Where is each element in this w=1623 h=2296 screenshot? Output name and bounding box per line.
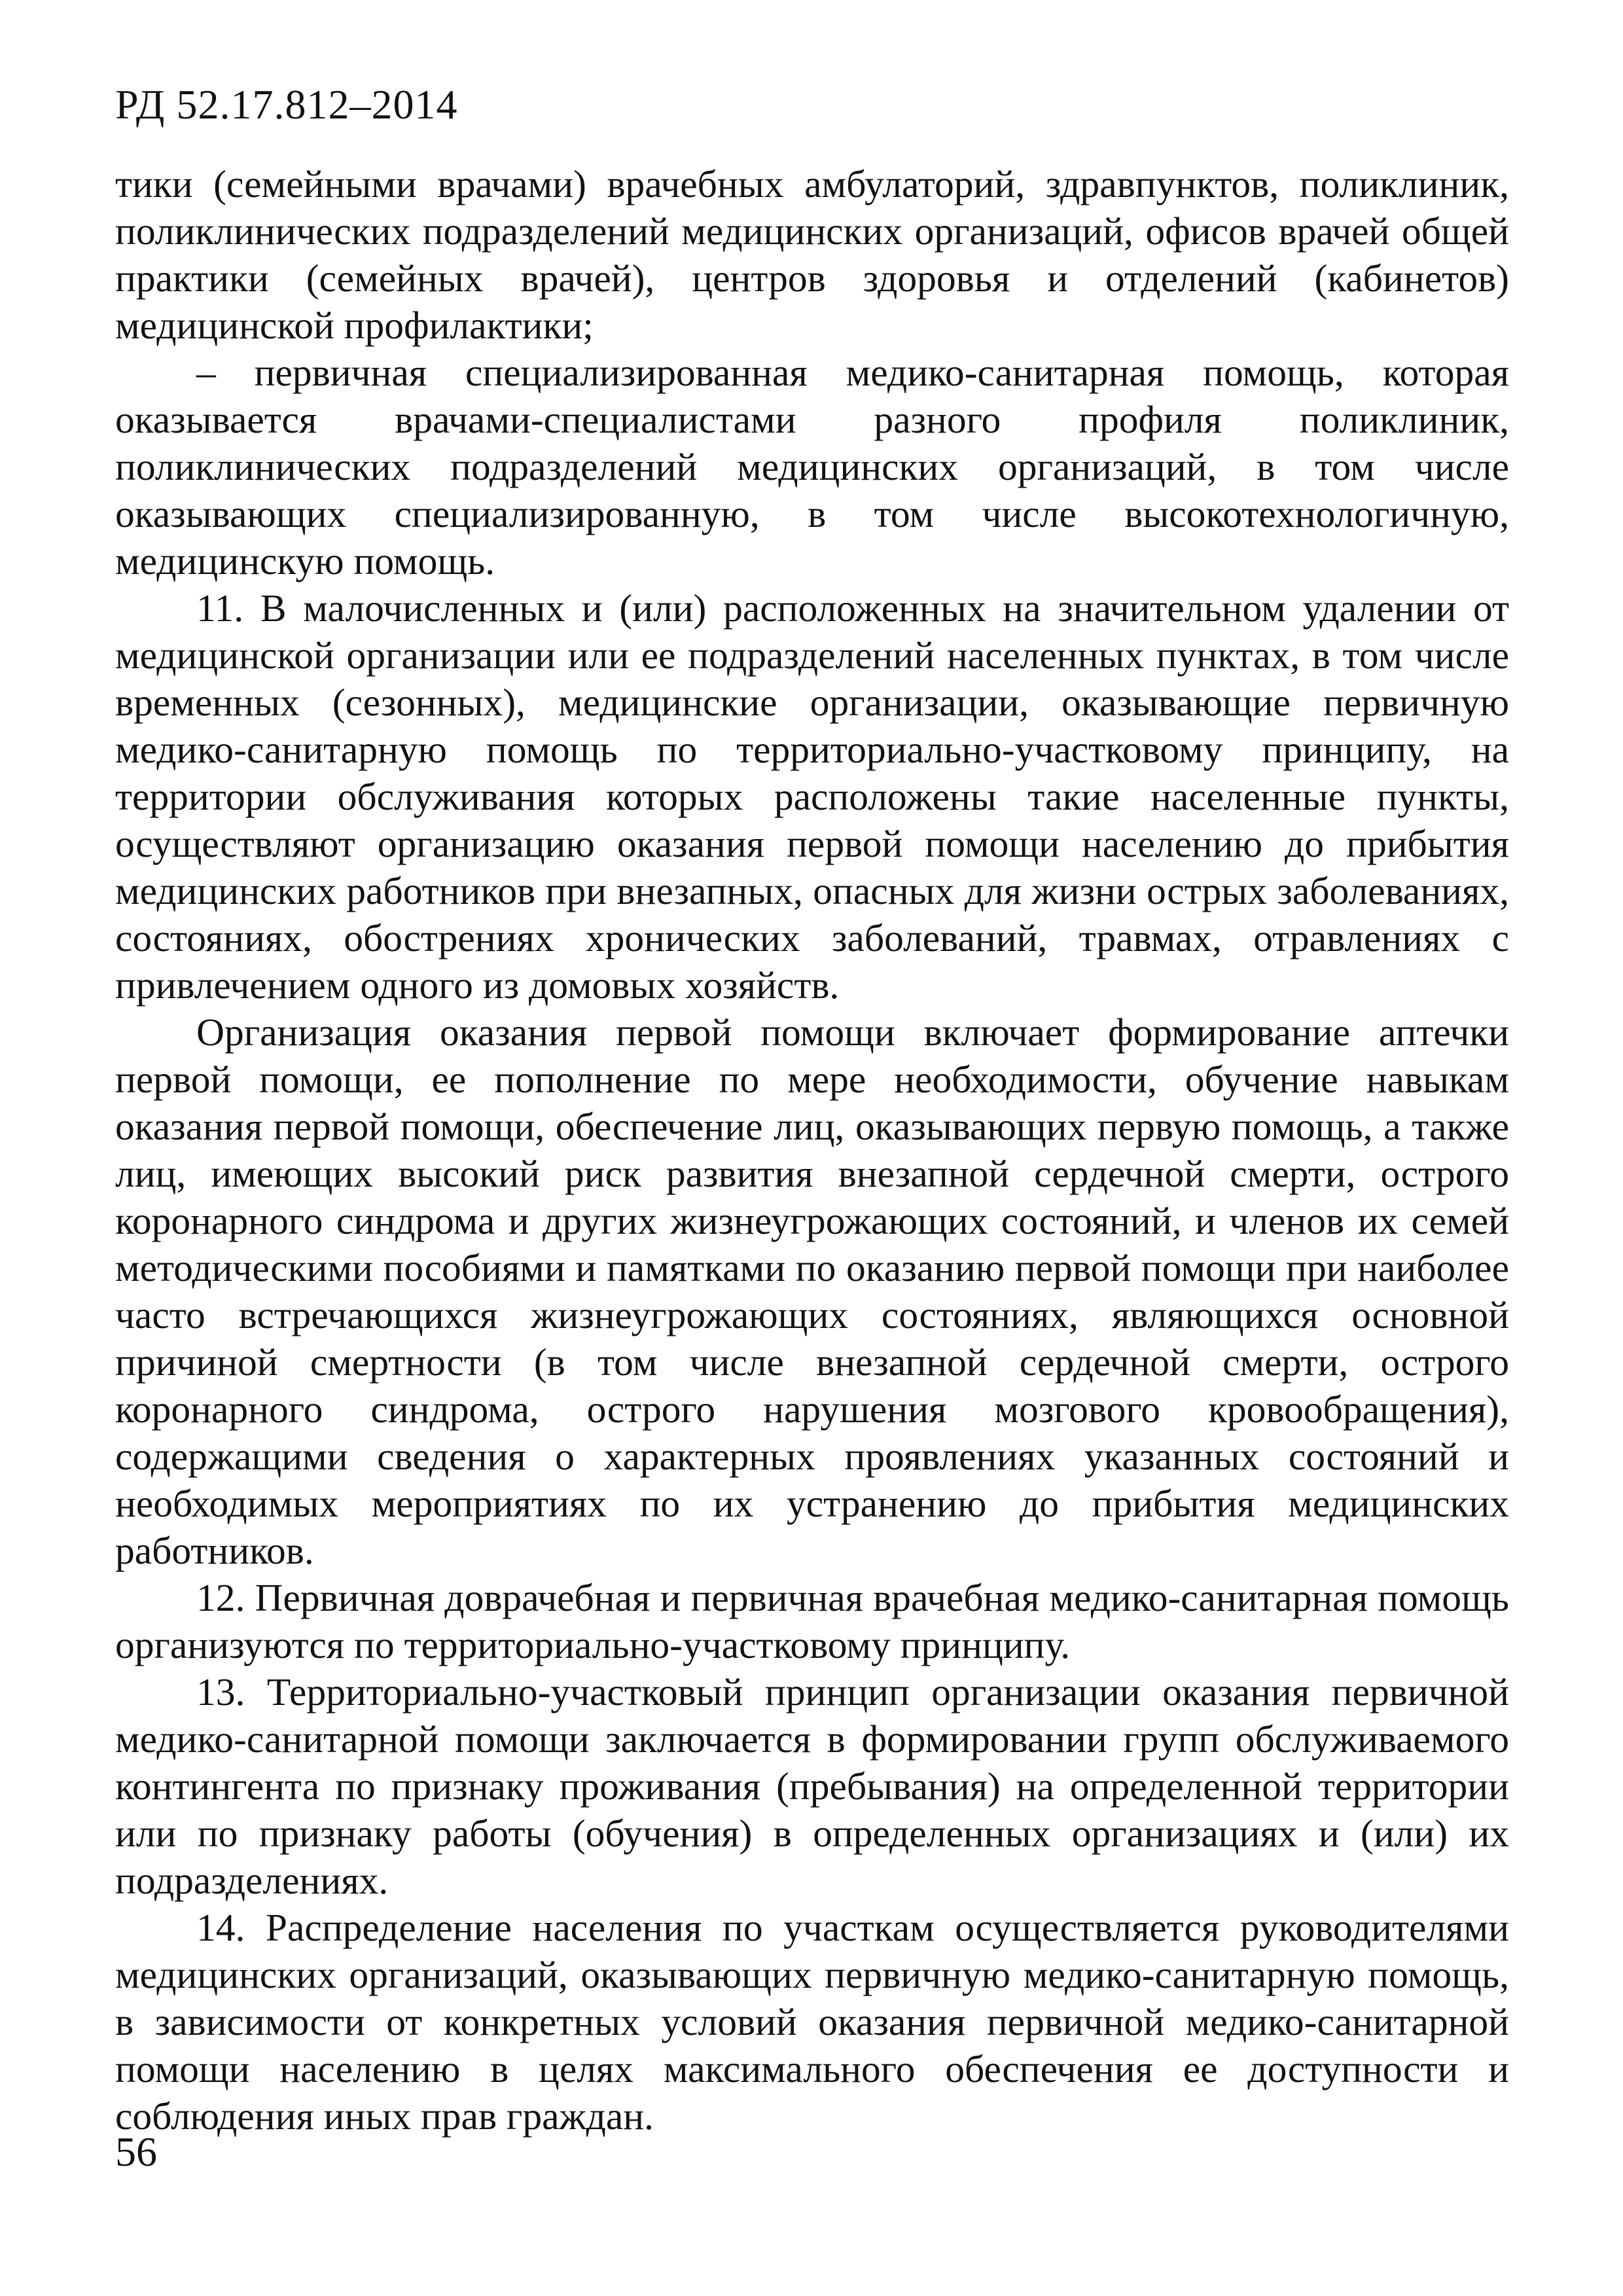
paragraph-item-14: 14. Распределение населения по участкам осуществляется руководителями медицинских организаций, оказывающих первичную медико-санитарную помощь, в зависимости от конкретных условий оказания первичной медико-санитарной помощи населению в целях максимального обеспечения ее доступности и соблюдения иных прав граждан. xyxy=(115,1906,1509,2138)
document-code: РД 52.17.812–2014 xyxy=(115,81,458,128)
paragraph-first-aid-organization: Организация оказания первой помощи включает формирование аптечки первой помощи, ее пополнение по мере необходимости, обучение навыкам оказания первой помощи, обеспечение лиц, оказывающих первую помощь, а также лиц, имеющих высокий риск развития внезапной сердечной смерти, острого коронарного синдрома и других жизнеугрожающих состояний, и членов их семей методическими пособиями и памятками по оказанию первой помощи при наиболее часто встречающихся жизнеугрожающих состояниях, являющихся основной причиной смертности (в том числе внезапной сердечной смерти, острого коронарного синдрома, острого нарушения мозгового кровообращения), содержащими сведения о характерных проявлениях указанных состояний и необходимых мероприятиях по их устранению до прибытия медицинских работников. xyxy=(115,1011,1509,1572)
paragraph-primary-specialized-care: – первичная специализированная медико-санитарная помощь, которая оказывается врачами-специалистами разного профиля поликлиник, поликлинических подразделений медицинских организаций, в том числе оказывающих специализированную, в том числе высокотехнологичную, медицинскую помощь. xyxy=(115,351,1509,583)
paragraph-continuation: тики (семейными врачами) врачебных амбулаторий, здравпунктов, поликлиник, поликлинических подразделений медицинских организаций, офисов врачей общей практики (семейных врачей), центров здоровья и отделений (кабинетов) медицинской профилактики; xyxy=(115,162,1509,347)
paragraph-item-13: 13. Территориально-участковый принцип организации оказания первичной медико-санитарной помощи заключается в формировании групп обслуживаемого контингента по признаку проживания (пребывания) на определенной территории или по признаку работы (обучения) в определенных организациях и (или) их подразделениях. xyxy=(115,1670,1509,1902)
paragraph-item-12: 12. Первичная доврачебная и первичная врачебная медико-санитарная помощь организуются по территориально-участковому принципу. xyxy=(115,1576,1509,1666)
page-body xyxy=(115,160,1509,2140)
page-number: 56 xyxy=(115,2128,157,2175)
paragraph-item-11: 11. В малочисленных и (или) расположенных на значительном удалении от медицинской организации или ее подразделений населенных пунктах, в том числе временных (сезонных), медицинские организации, оказывающие первичную медико-санитарную помощь по территориально-участковому принципу, на территории обслуживания которых расположены такие населенные пункты, осуществляют организацию оказания первой помощи населению до прибытия медицинских работников при внезапных, опасных для жизни острых заболеваниях, состояниях, обострениях хронических заболеваний, травмах, отравлениях с привлечением одного из домовых хозяйств. xyxy=(115,586,1509,1007)
